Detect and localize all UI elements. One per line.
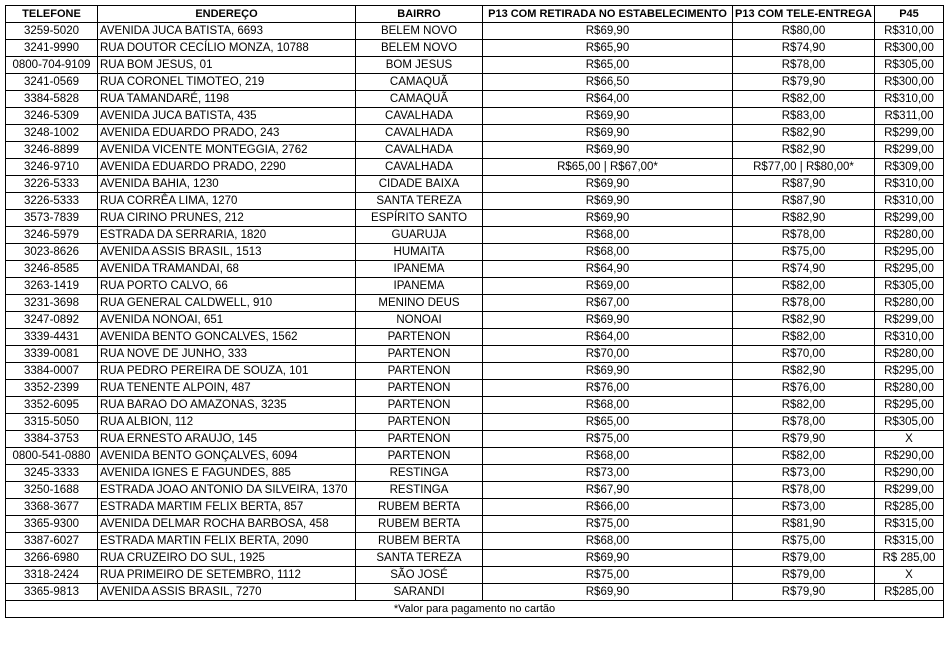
table-row xyxy=(6,482,944,499)
cell-bairro: BELEM NOVO xyxy=(356,40,483,57)
cell-p13-retirada: R$64,90 xyxy=(483,261,733,278)
cell-p45: R$295,00 xyxy=(875,397,944,414)
cell-telefone: 3573-7839 xyxy=(6,210,98,227)
cell-p13-retirada: R$75,00 xyxy=(483,431,733,448)
cell-endereco: ESTRADA MARTIN FELIX BERTA, 2090 xyxy=(98,533,356,550)
table-row xyxy=(6,380,944,397)
cell-p13-tele-entrega: R$82,00 xyxy=(733,278,875,295)
cell-bairro: CAVALHADA xyxy=(356,142,483,159)
cell-p13-tele-entrega: R$82,90 xyxy=(733,363,875,380)
cell-p13-tele-entrega: R$74,90 xyxy=(733,261,875,278)
cell-endereco: RUA TAMANDARÉ, 1198 xyxy=(98,91,356,108)
cell-p13-tele-entrega: R$79,00 xyxy=(733,550,875,567)
cell-telefone: 3339-4431 xyxy=(6,329,98,346)
cell-endereco: RUA TENENTE ALPOIN, 487 xyxy=(98,380,356,397)
cell-telefone: 3318-2424 xyxy=(6,567,98,584)
cell-p13-retirada: R$64,00 xyxy=(483,91,733,108)
cell-p13-retirada: R$75,00 xyxy=(483,567,733,584)
cell-p13-tele-entrega: R$82,90 xyxy=(733,142,875,159)
cell-telefone: 3352-2399 xyxy=(6,380,98,397)
cell-bairro: HUMAITA xyxy=(356,244,483,261)
cell-endereco: RUA PEDRO PEREIRA DE SOUZA, 101 xyxy=(98,363,356,380)
cell-bairro: RESTINGA xyxy=(356,482,483,499)
footnote: *Valor para pagamento no cartão xyxy=(6,601,944,618)
cell-p45: R$300,00 xyxy=(875,74,944,91)
cell-telefone: 3241-9990 xyxy=(6,40,98,57)
cell-bairro: ESPÍRITO SANTO xyxy=(356,210,483,227)
cell-p13-retirada: R$66,00 xyxy=(483,499,733,516)
table-row xyxy=(6,397,944,414)
header-endereco: ENDEREÇO xyxy=(98,6,356,23)
cell-bairro: CAVALHADA xyxy=(356,159,483,176)
cell-p13-tele-entrega: R$76,00 xyxy=(733,380,875,397)
cell-p13-tele-entrega: R$82,90 xyxy=(733,125,875,142)
cell-p45: R$310,00 xyxy=(875,91,944,108)
header-row xyxy=(6,6,944,23)
footnote-row xyxy=(6,601,944,618)
table-row xyxy=(6,516,944,533)
cell-endereco: AVENIDA NONOAI, 651 xyxy=(98,312,356,329)
cell-bairro: SANTA TEREZA xyxy=(356,193,483,210)
cell-bairro: NONOAI xyxy=(356,312,483,329)
cell-bairro: CAMAQUÃ xyxy=(356,74,483,91)
cell-p13-tele-entrega: R$87,90 xyxy=(733,193,875,210)
table-row xyxy=(6,346,944,363)
cell-telefone: 3226-5333 xyxy=(6,176,98,193)
cell-p13-tele-entrega: R$78,00 xyxy=(733,227,875,244)
cell-telefone: 3259-5020 xyxy=(6,23,98,40)
cell-p45: R$310,00 xyxy=(875,23,944,40)
cell-p13-tele-entrega: R$73,00 xyxy=(733,465,875,482)
table-row xyxy=(6,363,944,380)
cell-telefone: 3226-5333 xyxy=(6,193,98,210)
cell-p45: R$280,00 xyxy=(875,346,944,363)
cell-p13-tele-entrega: R$74,90 xyxy=(733,40,875,57)
cell-endereco: AVENIDA ASSIS BRASIL, 1513 xyxy=(98,244,356,261)
cell-bairro: SANTA TEREZA xyxy=(356,550,483,567)
cell-p45: R$285,00 xyxy=(875,499,944,516)
cell-p13-retirada: R$69,90 xyxy=(483,23,733,40)
table-row xyxy=(6,193,944,210)
table-row xyxy=(6,329,944,346)
cell-p45: R$315,00 xyxy=(875,533,944,550)
cell-endereco: RUA CORRÊA LIMA, 1270 xyxy=(98,193,356,210)
cell-p13-retirada: R$69,90 xyxy=(483,210,733,227)
cell-p45: R$300,00 xyxy=(875,40,944,57)
cell-p13-tele-entrega: R$78,00 xyxy=(733,482,875,499)
cell-p45: R$310,00 xyxy=(875,329,944,346)
cell-p13-tele-entrega: R$78,00 xyxy=(733,414,875,431)
cell-bairro: CAMAQUÃ xyxy=(356,91,483,108)
cell-p13-retirada: R$69,90 xyxy=(483,176,733,193)
table-row xyxy=(6,176,944,193)
cell-bairro: PARTENON xyxy=(356,397,483,414)
cell-endereco: ESTRADA MARTIM FELIX BERTA, 857 xyxy=(98,499,356,516)
cell-p13-tele-entrega: R$79,90 xyxy=(733,431,875,448)
cell-p13-tele-entrega: R$81,90 xyxy=(733,516,875,533)
cell-telefone: 3384-5828 xyxy=(6,91,98,108)
table-row xyxy=(6,567,944,584)
cell-endereco: AVENIDA IGNES E FAGUNDES, 885 xyxy=(98,465,356,482)
cell-p45: R$295,00 xyxy=(875,244,944,261)
cell-p13-retirada: R$75,00 xyxy=(483,516,733,533)
cell-p13-retirada: R$69,90 xyxy=(483,193,733,210)
cell-p13-retirada: R$68,00 xyxy=(483,227,733,244)
table-row xyxy=(6,414,944,431)
cell-telefone: 3339-0081 xyxy=(6,346,98,363)
cell-bairro: PARTENON xyxy=(356,363,483,380)
cell-p13-tele-entrega: R$78,00 xyxy=(733,295,875,312)
cell-p45: R$299,00 xyxy=(875,482,944,499)
cell-p13-retirada: R$67,90 xyxy=(483,482,733,499)
cell-p13-retirada: R$69,90 xyxy=(483,125,733,142)
cell-p45: R$295,00 xyxy=(875,363,944,380)
cell-p45: R$285,00 xyxy=(875,584,944,601)
cell-telefone: 3246-8585 xyxy=(6,261,98,278)
cell-p13-retirada: R$69,90 xyxy=(483,584,733,601)
cell-telefone: 3368-3677 xyxy=(6,499,98,516)
cell-telefone: 3315-5050 xyxy=(6,414,98,431)
cell-p13-tele-entrega: R$82,00 xyxy=(733,329,875,346)
cell-endereco: RUA CRUZEIRO DO SUL, 1925 xyxy=(98,550,356,567)
cell-p13-retirada: R$65,00 xyxy=(483,57,733,74)
gas-price-table xyxy=(5,5,944,618)
table-row xyxy=(6,431,944,448)
cell-telefone: 3246-5979 xyxy=(6,227,98,244)
cell-p45: R$305,00 xyxy=(875,278,944,295)
cell-endereco: AVENIDA VICENTE MONTEGGIA, 2762 xyxy=(98,142,356,159)
cell-telefone: 3263-1419 xyxy=(6,278,98,295)
cell-p13-tele-entrega: R$75,00 xyxy=(733,533,875,550)
cell-p13-tele-entrega: R$75,00 xyxy=(733,244,875,261)
cell-telefone: 3248-1002 xyxy=(6,125,98,142)
cell-p13-retirada: R$68,00 xyxy=(483,397,733,414)
table-row xyxy=(6,91,944,108)
cell-endereco: AVENIDA DELMAR ROCHA BARBOSA, 458 xyxy=(98,516,356,533)
cell-endereco: RUA BOM JESUS, 01 xyxy=(98,57,356,74)
cell-p13-retirada: R$69,90 xyxy=(483,550,733,567)
cell-bairro: IPANEMA xyxy=(356,261,483,278)
table-row xyxy=(6,57,944,74)
cell-p13-tele-entrega: R$80,00 xyxy=(733,23,875,40)
cell-endereco: AVENIDA BENTO GONCALVES, 1562 xyxy=(98,329,356,346)
cell-p13-tele-entrega: R$78,00 xyxy=(733,57,875,74)
cell-p45: R$299,00 xyxy=(875,142,944,159)
cell-p45: R$290,00 xyxy=(875,448,944,465)
table-row xyxy=(6,159,944,176)
cell-telefone: 3247-0892 xyxy=(6,312,98,329)
cell-p13-retirada: R$68,00 xyxy=(483,533,733,550)
table-body xyxy=(6,23,944,601)
cell-p45: R$280,00 xyxy=(875,295,944,312)
header-bairro: BAIRRO xyxy=(356,6,483,23)
cell-telefone: 3245-3333 xyxy=(6,465,98,482)
cell-p13-retirada: R$68,00 xyxy=(483,244,733,261)
cell-bairro: PARTENON xyxy=(356,414,483,431)
cell-endereco: RUA ERNESTO ARAUJO, 145 xyxy=(98,431,356,448)
cell-p13-retirada: R$66,50 xyxy=(483,74,733,91)
header-p13-tele-entrega: P13 COM TELE-ENTREGA xyxy=(733,6,875,23)
cell-p13-tele-entrega: R$82,00 xyxy=(733,397,875,414)
cell-bairro: MENINO DEUS xyxy=(356,295,483,312)
cell-endereco: RUA NOVE DE JUNHO, 333 xyxy=(98,346,356,363)
table-row xyxy=(6,40,944,57)
cell-p13-retirada: R$69,90 xyxy=(483,312,733,329)
cell-bairro: RESTINGA xyxy=(356,465,483,482)
cell-bairro: RUBEM BERTA xyxy=(356,516,483,533)
cell-p13-retirada: R$69,90 xyxy=(483,108,733,125)
cell-p13-retirada: R$67,00 xyxy=(483,295,733,312)
cell-telefone: 3384-0007 xyxy=(6,363,98,380)
cell-endereco: AVENIDA JUCA BATISTA, 6693 xyxy=(98,23,356,40)
cell-p45: R$299,00 xyxy=(875,210,944,227)
cell-p13-tele-entrega: R$70,00 xyxy=(733,346,875,363)
cell-p13-retirada: R$73,00 xyxy=(483,465,733,482)
cell-p45: R$310,00 xyxy=(875,176,944,193)
cell-endereco: RUA ALBION, 112 xyxy=(98,414,356,431)
cell-telefone: 3250-1688 xyxy=(6,482,98,499)
cell-p13-retirada: R$70,00 xyxy=(483,346,733,363)
cell-endereco: AVENIDA TRAMANDAI, 68 xyxy=(98,261,356,278)
cell-p13-retirada: R$69,90 xyxy=(483,363,733,380)
cell-p13-retirada: R$69,90 xyxy=(483,142,733,159)
cell-bairro: IPANEMA xyxy=(356,278,483,295)
cell-p13-tele-entrega: R$79,90 xyxy=(733,74,875,91)
cell-p45: R$310,00 xyxy=(875,193,944,210)
cell-telefone: 3387-6027 xyxy=(6,533,98,550)
cell-bairro: CIDADE BAIXA xyxy=(356,176,483,193)
cell-endereco: RUA BARAO DO AMAZONAS, 3235 xyxy=(98,397,356,414)
cell-bairro: CAVALHADA xyxy=(356,108,483,125)
cell-p45: R$280,00 xyxy=(875,380,944,397)
table-row xyxy=(6,142,944,159)
cell-telefone: 0800-541-0880 xyxy=(6,448,98,465)
cell-bairro: PARTENON xyxy=(356,346,483,363)
cell-p45: R$299,00 xyxy=(875,312,944,329)
cell-telefone: 3241-0569 xyxy=(6,74,98,91)
cell-endereco: RUA CIRINO PRUNES, 212 xyxy=(98,210,356,227)
cell-endereco: RUA PRIMEIRO DE SETEMBRO, 1112 xyxy=(98,567,356,584)
table-row xyxy=(6,244,944,261)
cell-p13-retirada: R$76,00 xyxy=(483,380,733,397)
cell-p13-tele-entrega: R$79,00 xyxy=(733,567,875,584)
cell-p13-retirada: R$65,00 xyxy=(483,414,733,431)
cell-p45: R$315,00 xyxy=(875,516,944,533)
cell-endereco: ESTRADA JOAO ANTONIO DA SILVEIRA, 1370 xyxy=(98,482,356,499)
cell-telefone: 3266-6980 xyxy=(6,550,98,567)
cell-endereco: AVENIDA ASSIS BRASIL, 7270 xyxy=(98,584,356,601)
table-row xyxy=(6,295,944,312)
table-row xyxy=(6,465,944,482)
cell-p45: R$290,00 xyxy=(875,465,944,482)
cell-p45: R$305,00 xyxy=(875,57,944,74)
cell-endereco: AVENIDA BENTO GONÇALVES, 6094 xyxy=(98,448,356,465)
cell-telefone: 3246-8899 xyxy=(6,142,98,159)
cell-bairro: SÃO JOSÉ xyxy=(356,567,483,584)
cell-endereco: RUA PORTO CALVO, 66 xyxy=(98,278,356,295)
cell-endereco: AVENIDA JUCA BATISTA, 435 xyxy=(98,108,356,125)
table-row xyxy=(6,125,944,142)
cell-telefone: 3384-3753 xyxy=(6,431,98,448)
cell-endereco: AVENIDA EDUARDO PRADO, 2290 xyxy=(98,159,356,176)
cell-telefone: 3365-9300 xyxy=(6,516,98,533)
cell-p45: R$305,00 xyxy=(875,414,944,431)
cell-p13-tele-entrega: R$82,00 xyxy=(733,91,875,108)
cell-bairro: PARTENON xyxy=(356,431,483,448)
cell-p13-tele-entrega: R$82,90 xyxy=(733,210,875,227)
cell-bairro: BELEM NOVO xyxy=(356,23,483,40)
cell-p45: R$ 285,00 xyxy=(875,550,944,567)
cell-p13-tele-entrega: R$83,00 xyxy=(733,108,875,125)
cell-endereco: RUA GENERAL CALDWELL, 910 xyxy=(98,295,356,312)
cell-p45: R$295,00 xyxy=(875,261,944,278)
cell-endereco: RUA CORONEL TIMOTEO, 219 xyxy=(98,74,356,91)
cell-p45: R$280,00 xyxy=(875,227,944,244)
cell-bairro: PARTENON xyxy=(356,448,483,465)
cell-p13-tele-entrega: R$82,00 xyxy=(733,448,875,465)
cell-endereco: RUA DOUTOR CECÍLIO MONZA, 10788 xyxy=(98,40,356,57)
cell-bairro: RUBEM BERTA xyxy=(356,499,483,516)
cell-telefone: 3246-5309 xyxy=(6,108,98,125)
cell-p45: R$309,00 xyxy=(875,159,944,176)
cell-p13-tele-entrega: R$79,90 xyxy=(733,584,875,601)
table-row xyxy=(6,312,944,329)
cell-p13-retirada: R$68,00 xyxy=(483,448,733,465)
table-row xyxy=(6,227,944,244)
table-row xyxy=(6,261,944,278)
cell-bairro: PARTENON xyxy=(356,329,483,346)
cell-p13-tele-entrega: R$77,00 | R$80,00* xyxy=(733,159,875,176)
header-telefone: TELEFONE xyxy=(6,6,98,23)
cell-p13-retirada: R$69,00 xyxy=(483,278,733,295)
cell-p13-retirada: R$65,90 xyxy=(483,40,733,57)
cell-p45: R$299,00 xyxy=(875,125,944,142)
table-row xyxy=(6,584,944,601)
cell-endereco: AVENIDA EDUARDO PRADO, 243 xyxy=(98,125,356,142)
table-row xyxy=(6,448,944,465)
cell-p13-retirada: R$65,00 | R$67,00* xyxy=(483,159,733,176)
cell-endereco: ESTRADA DA SERRARIA, 1820 xyxy=(98,227,356,244)
cell-telefone: 3365-9813 xyxy=(6,584,98,601)
cell-bairro: SARANDI xyxy=(356,584,483,601)
cell-p45: R$311,00 xyxy=(875,108,944,125)
cell-bairro: GUARUJA xyxy=(356,227,483,244)
cell-endereco: AVENIDA BAHIA, 1230 xyxy=(98,176,356,193)
cell-telefone: 0800-704-9109 xyxy=(6,57,98,74)
cell-p13-tele-entrega: R$87,90 xyxy=(733,176,875,193)
table-row xyxy=(6,533,944,550)
cell-p13-tele-entrega: R$82,90 xyxy=(733,312,875,329)
cell-telefone: 3023-8626 xyxy=(6,244,98,261)
cell-p45: X xyxy=(875,567,944,584)
table-row xyxy=(6,550,944,567)
cell-telefone: 3231-3698 xyxy=(6,295,98,312)
table-row xyxy=(6,108,944,125)
header-p13-retirada: P13 COM RETIRADA NO ESTABELECIMENTO xyxy=(483,6,733,23)
cell-telefone: 3352-6095 xyxy=(6,397,98,414)
cell-bairro: PARTENON xyxy=(356,380,483,397)
table-row xyxy=(6,210,944,227)
table-row xyxy=(6,74,944,91)
price-table-container xyxy=(5,5,944,618)
cell-bairro: CAVALHADA xyxy=(356,125,483,142)
cell-bairro: RUBEM BERTA xyxy=(356,533,483,550)
table-row xyxy=(6,23,944,40)
cell-telefone: 3246-9710 xyxy=(6,159,98,176)
cell-p13-retirada: R$64,00 xyxy=(483,329,733,346)
table-row xyxy=(6,499,944,516)
cell-p45: X xyxy=(875,431,944,448)
header-p45: P45 xyxy=(875,6,944,23)
cell-bairro: BOM JESUS xyxy=(356,57,483,74)
table-row xyxy=(6,278,944,295)
cell-p13-tele-entrega: R$73,00 xyxy=(733,499,875,516)
